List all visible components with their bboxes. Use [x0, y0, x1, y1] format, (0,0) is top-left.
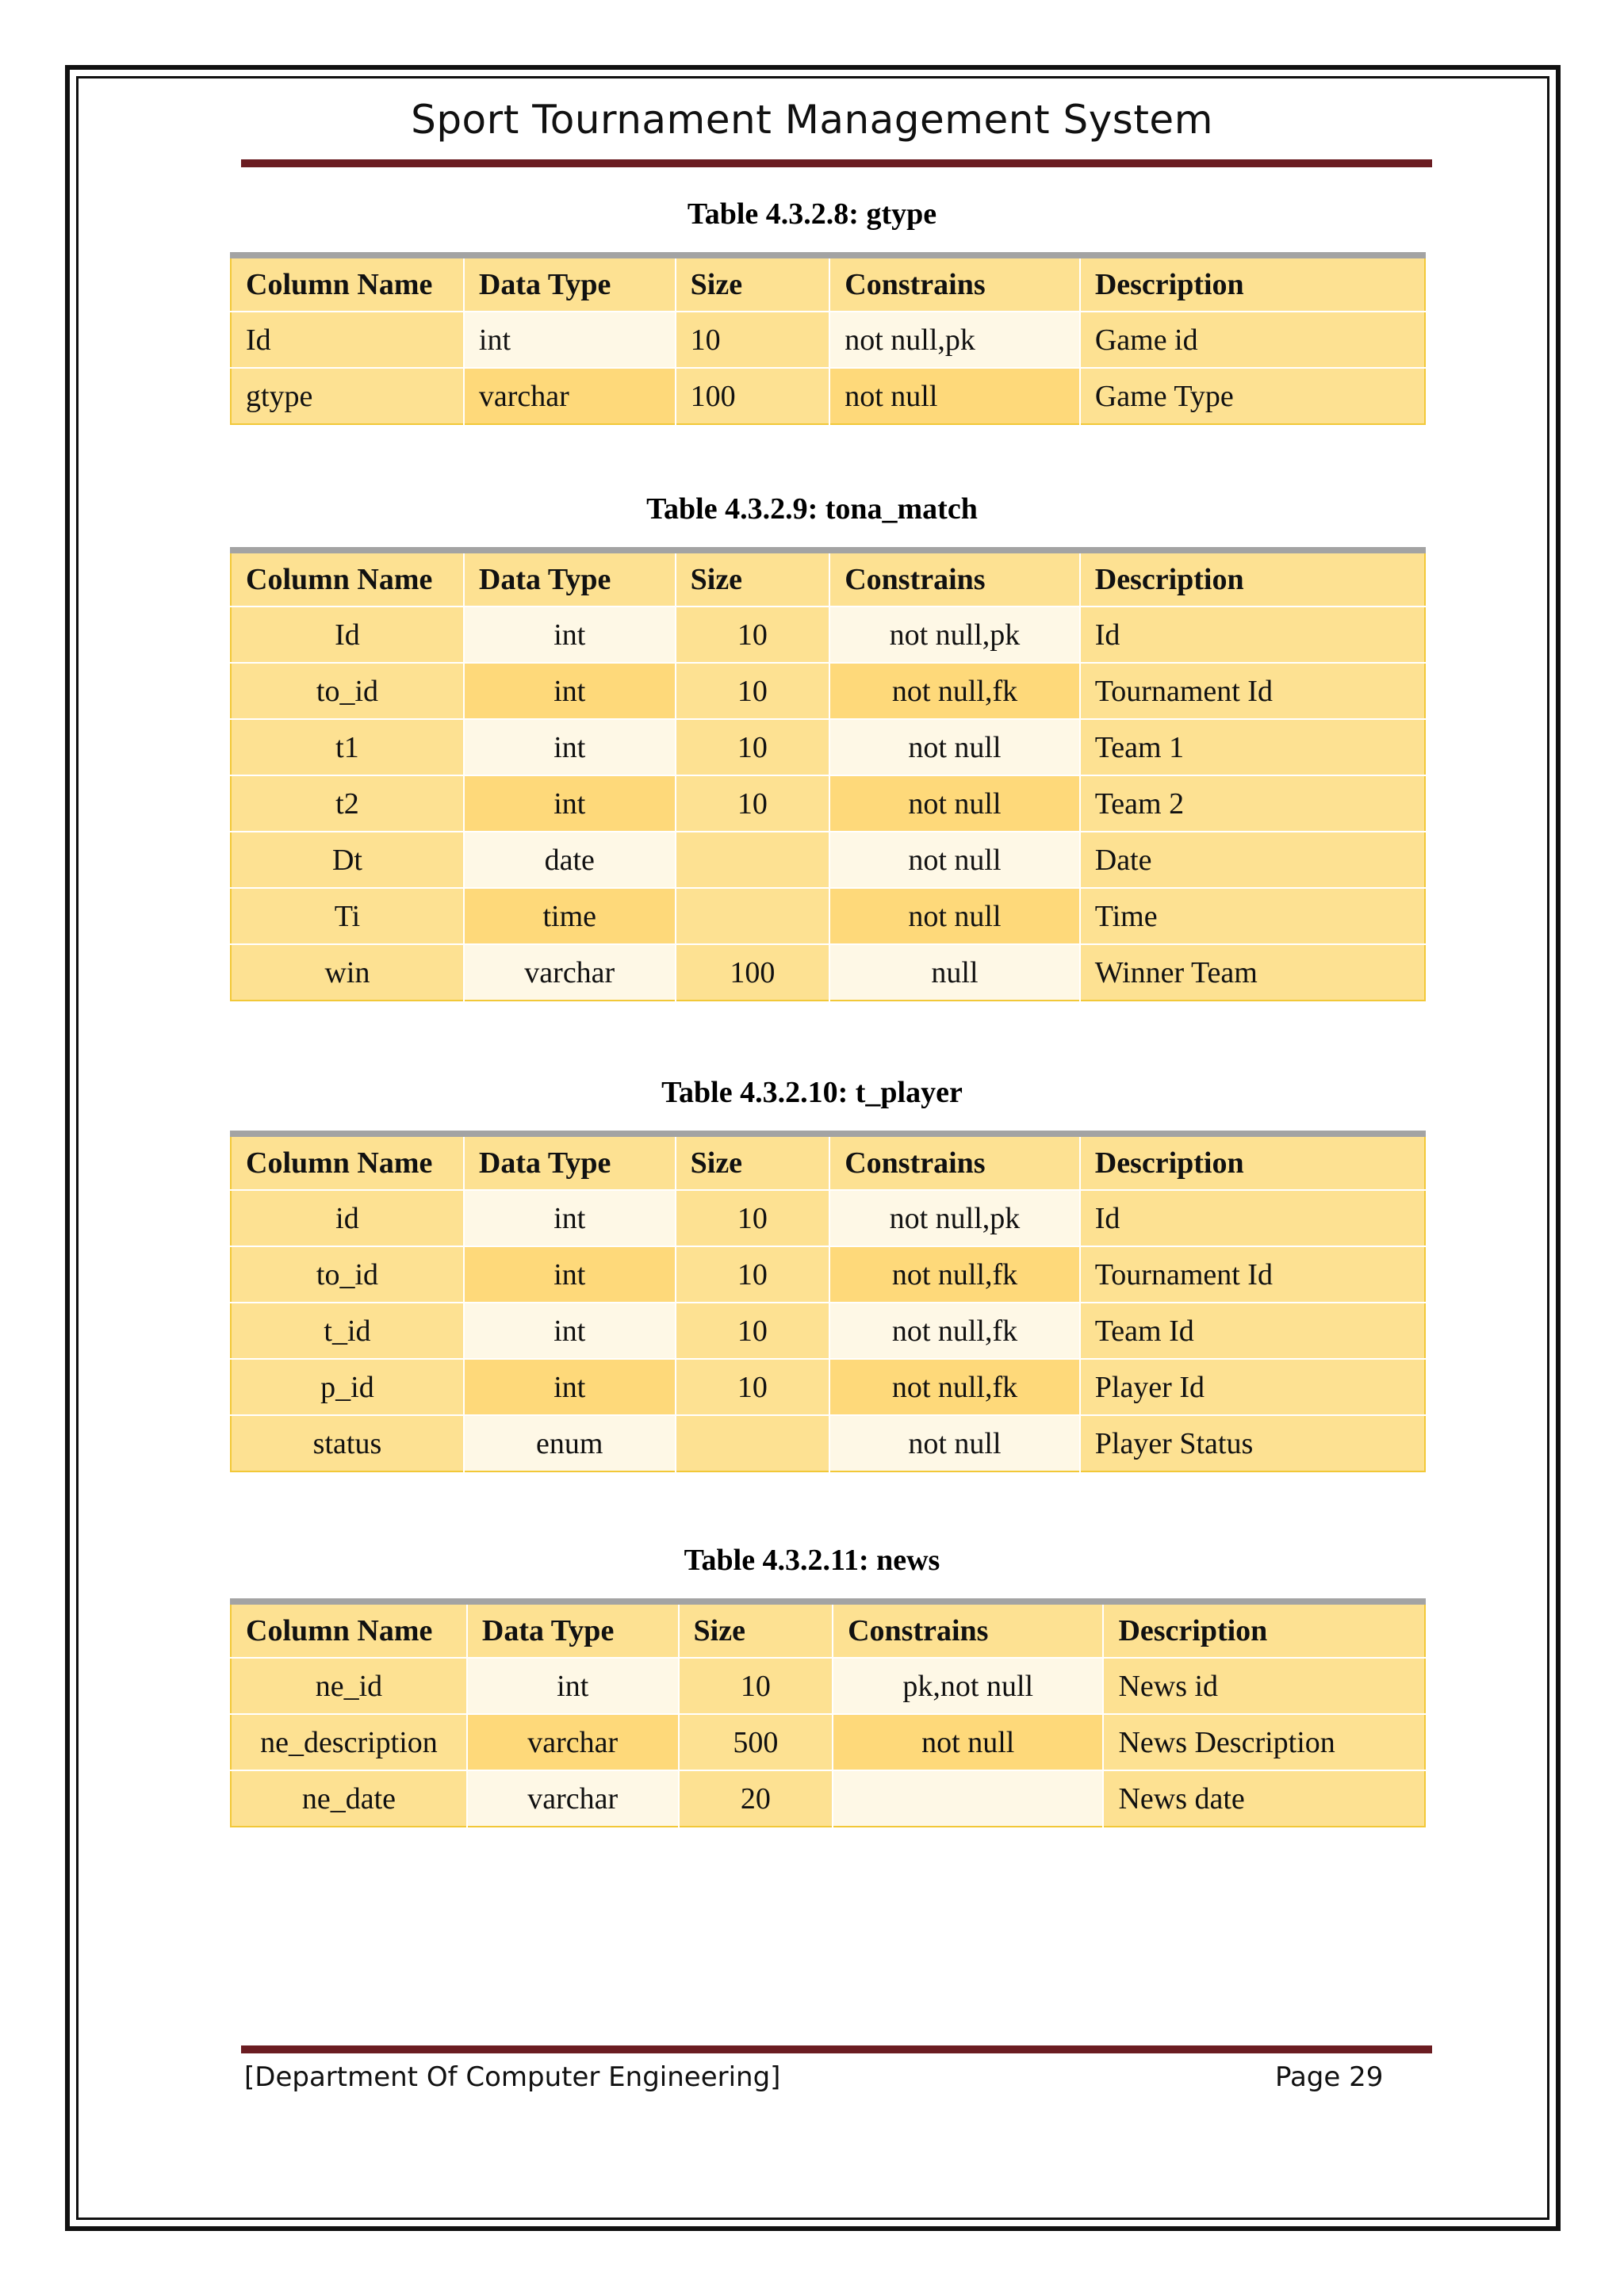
table-caption: Table 4.3.2.10: t_player: [661, 1076, 963, 1109]
cell-description: Tournament Id: [1080, 1246, 1425, 1303]
table-caption: Table 4.3.2.9: tona_match: [646, 492, 978, 526]
cell-description: Team Id: [1080, 1303, 1425, 1359]
table-header-row: [231, 255, 1425, 312]
cell-constraints: not null,pk: [829, 312, 1080, 368]
table-row: [231, 1714, 1425, 1770]
cell-description: Team 1: [1080, 719, 1425, 775]
cell-size: [676, 888, 830, 944]
column-header: Constrains: [829, 1134, 1080, 1190]
cell-description: Player Id: [1080, 1359, 1425, 1415]
cell-description: Id: [1080, 607, 1425, 663]
cell-size: 10: [676, 1359, 830, 1415]
cell-size: 10: [676, 719, 830, 775]
table-header-row: [231, 550, 1425, 607]
schema-table-t-player: [230, 1131, 1426, 1472]
header-title: Sport Tournament Management System: [411, 97, 1213, 143]
cell-size: 10: [676, 663, 830, 719]
cell-size: [676, 832, 830, 888]
cell-size: 500: [679, 1714, 833, 1770]
cell-data-type: int: [464, 1246, 676, 1303]
footer-rule: [241, 2045, 1432, 2056]
cell-description: News date: [1103, 1770, 1425, 1827]
cell-column-name: Id: [231, 312, 464, 368]
cell-column-name: gtype: [231, 368, 464, 424]
column-header: Column Name: [231, 1134, 464, 1190]
cell-constraints: not null: [829, 719, 1080, 775]
cell-description: Time: [1080, 888, 1425, 944]
cell-data-type: int: [464, 1303, 676, 1359]
column-header: Description: [1080, 255, 1425, 312]
table-row: [231, 944, 1425, 1001]
cell-description: Game Type: [1080, 368, 1425, 424]
cell-data-type: int: [464, 1359, 676, 1415]
cell-data-type: int: [464, 775, 676, 832]
cell-data-type: varchar: [467, 1770, 679, 1827]
cell-data-type: time: [464, 888, 676, 944]
cell-constraints: [833, 1770, 1103, 1827]
column-header: Data Type: [467, 1601, 679, 1658]
cell-description: Team 2: [1080, 775, 1425, 832]
cell-constraints: null: [829, 944, 1080, 1001]
table-caption: Table 4.3.2.8: gtype: [687, 197, 937, 231]
table-row: [231, 888, 1425, 944]
cell-constraints: not null,pk: [829, 1190, 1080, 1246]
cell-size: 10: [676, 775, 830, 832]
table-caption: Table 4.3.2.11: news: [684, 1544, 940, 1577]
cell-constraints: not null: [829, 775, 1080, 832]
cell-data-type: date: [464, 832, 676, 888]
cell-constraints: not null: [833, 1714, 1103, 1770]
cell-description: Date: [1080, 832, 1425, 888]
cell-description: Tournament Id: [1080, 663, 1425, 719]
cell-column-name: p_id: [231, 1359, 464, 1415]
cell-data-type: int: [467, 1658, 679, 1714]
cell-size: 10: [679, 1658, 833, 1714]
cell-column-name: t1: [231, 719, 464, 775]
column-header: Column Name: [231, 255, 464, 312]
header-rule: [241, 157, 1432, 167]
table-row: [231, 312, 1425, 368]
table-row: [231, 719, 1425, 775]
cell-constraints: not null: [829, 888, 1080, 944]
table-row: [231, 1190, 1425, 1246]
cell-column-name: ne_id: [231, 1658, 467, 1714]
cell-size: 10: [676, 1303, 830, 1359]
cell-column-name: Dt: [231, 832, 464, 888]
cell-column-name: t_id: [231, 1303, 464, 1359]
cell-data-type: int: [464, 719, 676, 775]
cell-data-type: int: [464, 312, 676, 368]
cell-constraints: not null: [829, 832, 1080, 888]
cell-column-name: Id: [231, 607, 464, 663]
cell-description: News id: [1103, 1658, 1425, 1714]
cell-data-type: int: [464, 607, 676, 663]
table-row: [231, 1246, 1425, 1303]
cell-size: 100: [676, 368, 830, 424]
table-row: [231, 607, 1425, 663]
cell-size: 10: [676, 1190, 830, 1246]
cell-column-name: status: [231, 1415, 464, 1471]
column-header: Size: [679, 1601, 833, 1658]
cell-column-name: ne_description: [231, 1714, 467, 1770]
column-header: Constrains: [829, 550, 1080, 607]
column-header: Description: [1080, 550, 1425, 607]
table-row: [231, 1770, 1425, 1827]
cell-data-type: int: [464, 1190, 676, 1246]
cell-size: 10: [676, 607, 830, 663]
schema-table-news: [230, 1598, 1426, 1827]
footer-page-number: Page 29: [1275, 2061, 1384, 2093]
cell-constraints: not null: [829, 368, 1080, 424]
column-header: Column Name: [231, 1601, 467, 1658]
table-row: [231, 1415, 1425, 1471]
cell-column-name: to_id: [231, 1246, 464, 1303]
column-header: Size: [676, 255, 830, 312]
column-header: Constrains: [833, 1601, 1103, 1658]
cell-constraints: pk,not null: [833, 1658, 1103, 1714]
column-header: Size: [676, 1134, 830, 1190]
cell-constraints: not null,fk: [829, 663, 1080, 719]
schema-table-tona-match: [230, 547, 1426, 1001]
cell-column-name: id: [231, 1190, 464, 1246]
cell-constraints: not null,fk: [829, 1246, 1080, 1303]
table-row: [231, 663, 1425, 719]
cell-constraints: not null,fk: [829, 1359, 1080, 1415]
table-row: [231, 368, 1425, 424]
table-row: [231, 1658, 1425, 1714]
column-header: Description: [1080, 1134, 1425, 1190]
column-header: Data Type: [464, 255, 676, 312]
cell-description: Game id: [1080, 312, 1425, 368]
cell-data-type: int: [464, 663, 676, 719]
column-header: Data Type: [464, 550, 676, 607]
cell-size: 100: [676, 944, 830, 1001]
cell-column-name: win: [231, 944, 464, 1001]
cell-description: Player Status: [1080, 1415, 1425, 1471]
column-header: Data Type: [464, 1134, 676, 1190]
cell-constraints: not null,fk: [829, 1303, 1080, 1359]
table-row: [231, 775, 1425, 832]
cell-data-type: varchar: [464, 368, 676, 424]
table-row: [231, 1303, 1425, 1359]
cell-column-name: to_id: [231, 663, 464, 719]
cell-description: Winner Team: [1080, 944, 1425, 1001]
cell-size: 10: [676, 1246, 830, 1303]
column-header: Column Name: [231, 550, 464, 607]
cell-column-name: Ti: [231, 888, 464, 944]
cell-description: Id: [1080, 1190, 1425, 1246]
footer-department: [Department Of Computer Engineering]: [244, 2061, 781, 2093]
cell-column-name: t2: [231, 775, 464, 832]
cell-data-type: varchar: [464, 944, 676, 1001]
cell-data-type: enum: [464, 1415, 676, 1471]
table-header-row: [231, 1601, 1425, 1658]
cell-data-type: varchar: [467, 1714, 679, 1770]
cell-size: [676, 1415, 830, 1471]
cell-size: 10: [676, 312, 830, 368]
table-header-row: [231, 1134, 1425, 1190]
table-row: [231, 832, 1425, 888]
cell-description: News Description: [1103, 1714, 1425, 1770]
column-header: Size: [676, 550, 830, 607]
schema-table-gtype: [230, 252, 1426, 425]
cell-size: 20: [679, 1770, 833, 1827]
table-row: [231, 1359, 1425, 1415]
column-header: Description: [1103, 1601, 1425, 1658]
cell-constraints: not null: [829, 1415, 1080, 1471]
cell-constraints: not null,pk: [829, 607, 1080, 663]
cell-column-name: ne_date: [231, 1770, 467, 1827]
column-header: Constrains: [829, 255, 1080, 312]
